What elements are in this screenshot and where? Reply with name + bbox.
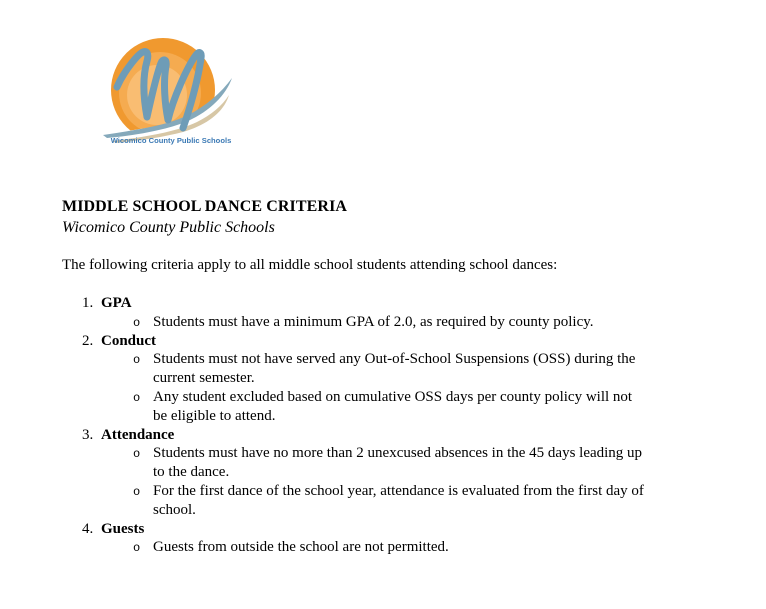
- bullet-item: [62, 482, 722, 520]
- criterion-term: Attendance: [101, 426, 175, 443]
- bullet-text-line: Students must not have served any Out-of-School Suspensions (OSS) during the: [153, 351, 636, 368]
- bullet-text-line: For the first dance of the school year, attendance is evaluated from the first day of: [153, 482, 644, 499]
- bullet-text-line: Students must have no more than 2 unexcused absences in the 45 days leading up: [153, 445, 643, 462]
- bullet-item: [62, 444, 722, 482]
- bullet-text-line: Students must have a minimum GPA of 2.0, as required by county policy.: [153, 313, 594, 330]
- bullet-marker: o: [133, 484, 141, 499]
- criterion-item: [62, 332, 722, 351]
- page-subtitle: Wicomico County Public Schools: [62, 219, 275, 236]
- bullet-marker: o: [133, 541, 141, 556]
- bullet-text: [153, 313, 722, 332]
- bullet-text: [153, 388, 722, 426]
- bullet-item: [62, 538, 722, 557]
- criterion-number: 2.: [82, 332, 94, 349]
- criterion-number: 1.: [82, 295, 94, 311]
- intro-paragraph: The following criteria apply to all middle school students attending school dances:: [62, 257, 558, 273]
- bullet-item: [62, 350, 722, 388]
- bullet-text-line: Any student excluded based on cumulative OSS days per county policy will not: [153, 388, 633, 405]
- bullet-marker: o: [133, 447, 141, 462]
- criterion-item: [62, 294, 722, 313]
- bullet-text: [153, 350, 722, 388]
- logo-caption: Wicomico County Public Schools: [110, 136, 232, 145]
- bullet-text-line: Guests from outside the school are not permitted.: [153, 539, 449, 556]
- bullet-text: [153, 538, 722, 557]
- page-title: MIDDLE SCHOOL DANCE CRITERIA: [62, 198, 348, 215]
- bullet-marker: o: [133, 390, 141, 405]
- criterion-term: GPA: [101, 295, 132, 311]
- document-content: [62, 196, 722, 557]
- school-logo: [100, 33, 240, 148]
- bullet-marker: o: [133, 315, 141, 330]
- bullet-text-line: school.: [153, 501, 196, 518]
- criterion-term: Guests: [101, 520, 145, 537]
- bullet-item: [62, 388, 722, 426]
- criterion-number: 4.: [82, 520, 94, 537]
- criterion-item: [62, 520, 722, 539]
- bullet-marker: o: [133, 353, 141, 368]
- school-logo-graphic: [100, 33, 240, 148]
- criterion-item: [62, 426, 722, 445]
- criteria-list: [62, 294, 722, 557]
- criterion-number: 3.: [82, 426, 94, 443]
- bullet-text-line: be eligible to attend.: [153, 407, 276, 424]
- bullet-text-line: to the dance.: [153, 464, 230, 481]
- bullet-item: [62, 313, 722, 332]
- bullet-text: [153, 444, 722, 482]
- criterion-term: Conduct: [101, 332, 157, 349]
- bullet-text: [153, 482, 722, 520]
- bullet-text-line: current semester.: [153, 370, 255, 387]
